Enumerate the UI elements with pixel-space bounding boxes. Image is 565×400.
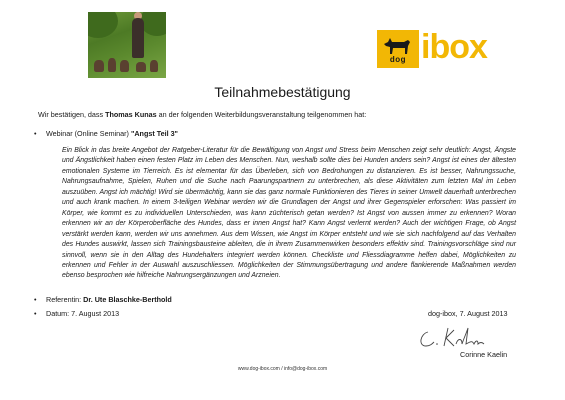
footer-contact: www.dog-ibox.com / info@dog-ibox.com xyxy=(237,366,328,372)
dog-ibox-logo xyxy=(377,30,507,72)
date-item xyxy=(34,309,119,318)
referent-label: Referentin: xyxy=(46,295,84,304)
participant-name: Thomas Kunas xyxy=(105,110,157,119)
bullet-icon: • xyxy=(34,129,37,138)
logo-text-ibox: ibox xyxy=(421,28,487,66)
referent-item xyxy=(34,295,172,304)
header-photo xyxy=(88,12,166,78)
bullet-icon: • xyxy=(34,309,37,318)
course-item xyxy=(34,129,178,138)
document-title: Teilnahmebestätigung xyxy=(214,84,351,100)
signer-name: Corinne Kaelin xyxy=(460,350,508,359)
bullet-icon: • xyxy=(34,295,37,304)
logo-badge xyxy=(377,30,419,68)
referent-name: Dr. Ute Blaschke-Berthold xyxy=(83,295,172,304)
intro-prefix: Wir bestätigen, dass xyxy=(38,110,106,119)
intro-suffix: an der folgenden Weiterbildungsveranstaltung teilgenommen hat: xyxy=(156,110,367,119)
course-name: "Angst Teil 3" xyxy=(130,129,178,138)
intro-text xyxy=(38,110,366,119)
date-text: Datum: 7. August 2013 xyxy=(46,309,120,318)
logo-text-dog: dog xyxy=(389,55,407,64)
course-description: Ein Blick in das breite Angebot der Ratgeber-Literatur für die Bewältigung von Angst und Stress beim Menschen zeigt sehr deutlich: Angst, Ängste und Ängstlichkeit haben einen festen Platz im Leben des Menschen. Nun, weshalb sollte dies bei Hunden anders sein? Angst ist eines der ältesten emotionalen Systeme im Tierreich. Es ist elementar für das Überleben, sich von Bedrohungen zu distanzieren. Es ist besser, Nahrungssuche, Nahrungsaufnahme, Spielen, Ruhen und die Suche nach Paarungspartnern zu unterbrechen, als diese Aktivitäten zum letzten Mal im Leben auszuüben. Angst ich mächtig! Wird sie übermächtig, kann sie das ganz normale Funktionieren des Tieres in seiner Umwelt dauerhaft unterbrechen und auch krank machen. In einem 3-teiligen Webinar werden wir die Grundlagen der Angst und ihrer Gegenspieler erforschen: Was passiert im Körper, wie kommt es zu individuellen Unterschieden, was kann züchterisch getan werden? Ist Angst von aussen immer zu erkennen? Woran erkennen wir an der Körperoberfläche des Hundes, dass er innen Angst hat? Kann Angst verlernt werden? Auch der wichtigen Frage, ob Angst verstärkt werden kann, werden wir uns annehmen. Aus dem Wissen, wie Angst im Körper entsteht und wie sie sich nachfolgend auf das Verhalten des Hundes auswirkt, lassen sich Trainingsbausteine ableiten, die in ihrem Zusammenwirken besonders effektiv sind. Trainingsvorschläge sind nur sinnvoll, wenn sie in den Alltag des Hundehalters integriert werden können. Checkliste und Fliessdiagramme helfen dabei, Möglichkeiten zu erkennen und Fehler in der Auswahl auszuschliessen. Möglichkeiten der Stimmungsübertragung und andere flankierende Maßnahmen werden ebenso besprochen wie hilfreiche Nahrungsergänzungen und Arzneien. xyxy=(62,147,516,280)
course-label: Webinar (Online Seminar) xyxy=(46,129,131,138)
place-date: dog-ibox, 7. August 2013 xyxy=(428,309,508,318)
